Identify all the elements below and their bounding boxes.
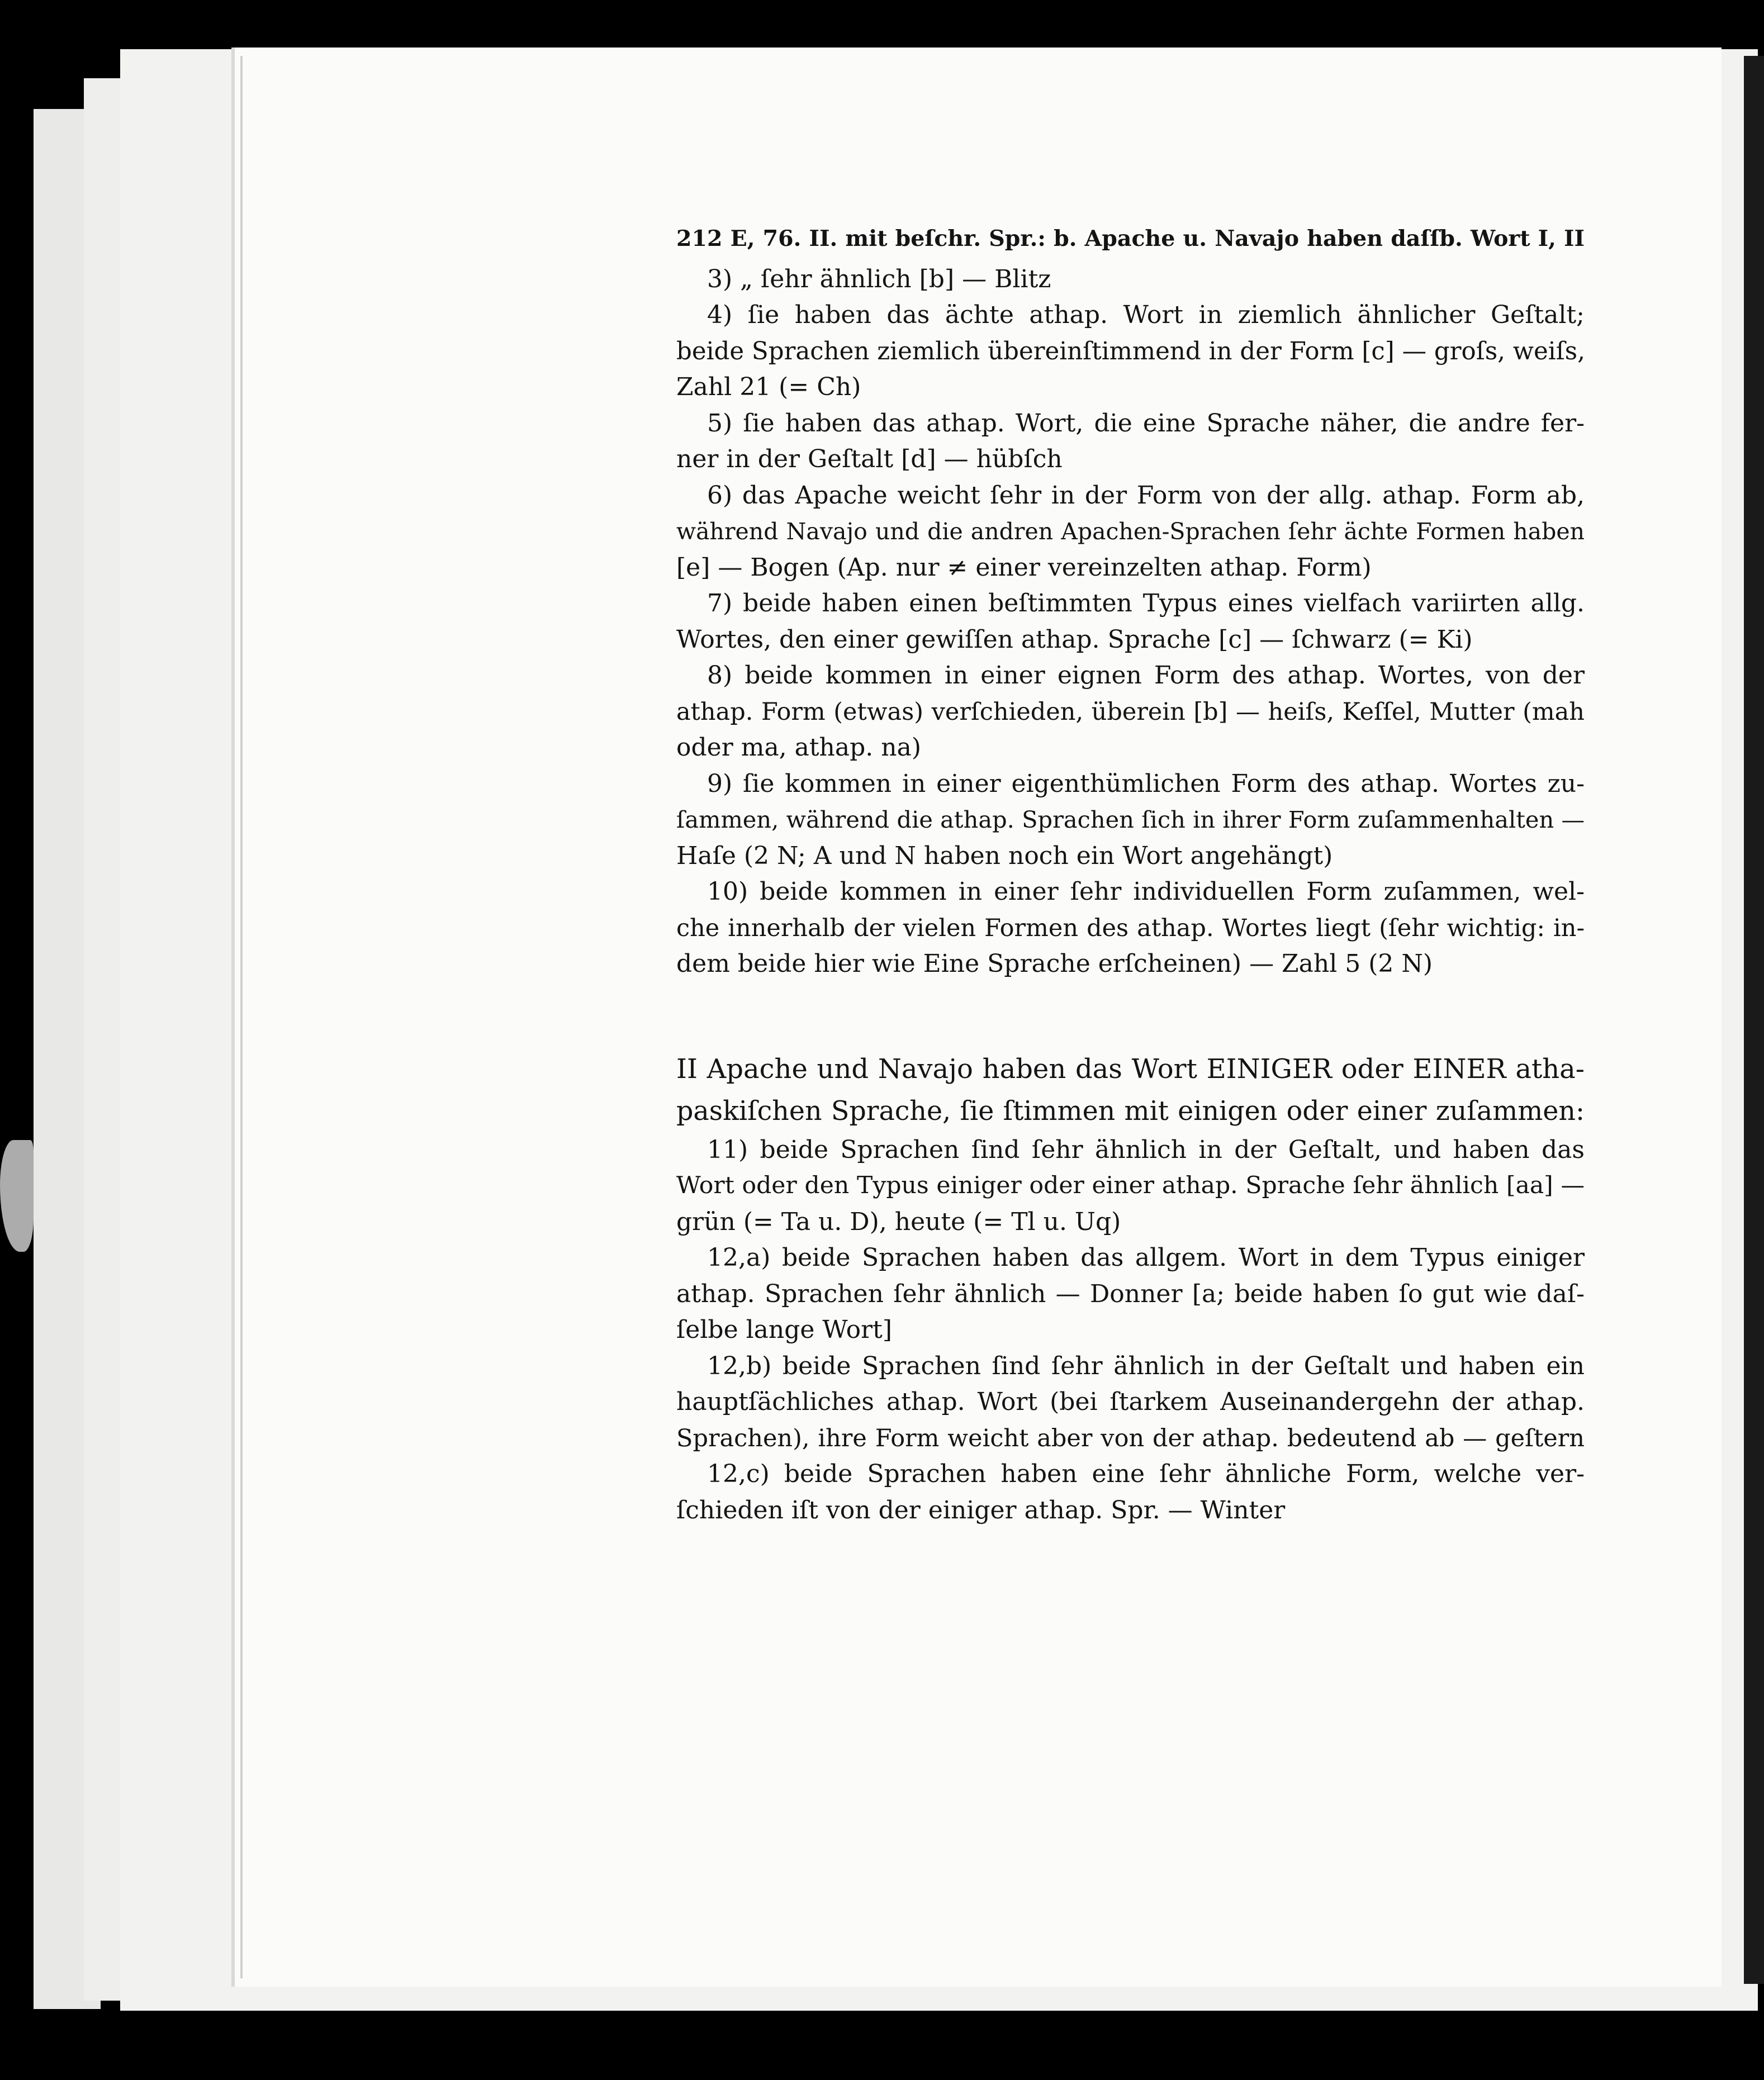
list-line: ſelbe lange Wort] — [676, 1316, 893, 1344]
list-line: Zahl 21 (= Ch) — [676, 373, 861, 401]
section-heading — [676, 1048, 1585, 1132]
list-line: ſchieden iſt von der einiger athap. Spr. — Winter — [676, 1495, 1286, 1525]
list-line: ſammen, während die athap. Sprachen ſich in ihrer Form zuſammenhalten — — [676, 806, 1585, 833]
running-header: 212 E, 76. II. mit beſchr. Spr.: b. Apache u. Navajo haben daſſb. Wort I, II — [676, 226, 1585, 251]
scan-edge-artifact — [0, 1140, 34, 1252]
list-line: Wortes, den einer gewiſſen athap. Sprache [c] — ſchwarz (= Ki) — [676, 625, 1473, 654]
list-line: 11) beide Sprachen ſind ſehr ähnlich in der Geſtalt, und haben das — [707, 1135, 1585, 1164]
list-line: 4) ſie haben das ächte athap. Wort in ziemlich ähnlicher Geſtalt; — [707, 301, 1585, 329]
list-line: 12,c) beide Sprachen haben eine ſehr ähnliche Form, welche ver- — [707, 1460, 1585, 1488]
page-text-block — [676, 221, 1585, 1528]
list-line: grün (= Ta u. D), heute (= Tl u. Uq) — [676, 1207, 1121, 1236]
numbered-list-part-one — [676, 262, 1585, 982]
list-line: ner in der Geſtalt [d] — hübſch — [676, 445, 1063, 473]
list-line: 6) das Apache weicht ſehr in der Form von der allg. athap. Form ab, — [707, 481, 1585, 510]
list-line: che innerhalb der vielen Formen des athap. Wortes liegt (ſehr wichtig: in- — [676, 914, 1585, 942]
list-line: beide Sprachen ziemlich übereinſtimmend in der Form [c] — groſs, weiſs, — [676, 337, 1585, 365]
list-line: 12,a) beide Sprachen haben das allgem. Wort in dem Typus einiger — [707, 1243, 1585, 1272]
list-line: Wort oder den Typus einiger oder einer athap. Sprache ſehr ähnlich [aa] — — [676, 1172, 1585, 1199]
list-line: 7) beide haben einen beſtimmten Typus eines vielfach variirten allg. — [707, 589, 1585, 618]
list-line: oder ma, athap. na) — [676, 733, 922, 762]
list-line: 3) „ ſehr ähnlich [b] — Blitz — [707, 264, 1051, 293]
list-line: athap. Form (etwas) verſchieden, überein [b] — heiſs, Keſſel, Mutter (mah — [676, 697, 1585, 726]
page-gutter-line — [240, 56, 243, 1978]
section-spacer — [676, 982, 1585, 1048]
list-line: 5) ſie haben das athap. Wort, die eine Sprache näher, die andre fer- — [707, 409, 1585, 438]
list-line: 12,b) beide Sprachen ſind ſehr ähnlich in der Geſtalt und haben ein — [707, 1351, 1585, 1380]
list-line: während Navajo und die andren Apachen-Sprachen ſehr ächte Formen haben — [676, 518, 1585, 545]
list-line: 9) ſie kommen in einer eigenthümlichen Form des athap. Wortes zu- — [707, 769, 1585, 798]
list-line: dem beide hier wie Eine Sprache erſcheinen) — Zahl 5 (2 N) — [676, 949, 1433, 978]
list-line: athap. Sprachen ſehr ähnlich — Donner [a; beide haben ſo gut wie daſ- — [676, 1279, 1585, 1308]
list-line: hauptſächliches athap. Wort (bei ſtarkem Auseinandergehn der athap. — [676, 1388, 1585, 1416]
list-line: Haſe (2 N; A und N haben noch ein Wort angehängt) — [676, 841, 1333, 870]
list-line: Sprachen), ihre Form weicht aber von der athap. bedeutend ab — geſtern — [676, 1424, 1585, 1452]
scan-right-border — [1744, 56, 1764, 1984]
list-line: [e] — Bogen (Ap. nur ≠ einer vereinzelten athap. Form) — [676, 553, 1372, 582]
section-heading-line: paskiſchen Sprache, ſie ſtimmen mit einigen oder einer zuſammen: — [676, 1095, 1585, 1127]
numbered-list-part-two — [676, 1132, 1585, 1529]
list-line: 8) beide kommen in einer eignen Form des athap. Wortes, von der — [707, 661, 1585, 690]
section-heading-line: II Apache und Navajo haben das Wort EINIGER oder EINER atha- — [676, 1053, 1585, 1085]
list-line: 10) beide kommen in einer ſehr individuellen Form zuſammen, wel- — [707, 877, 1585, 906]
